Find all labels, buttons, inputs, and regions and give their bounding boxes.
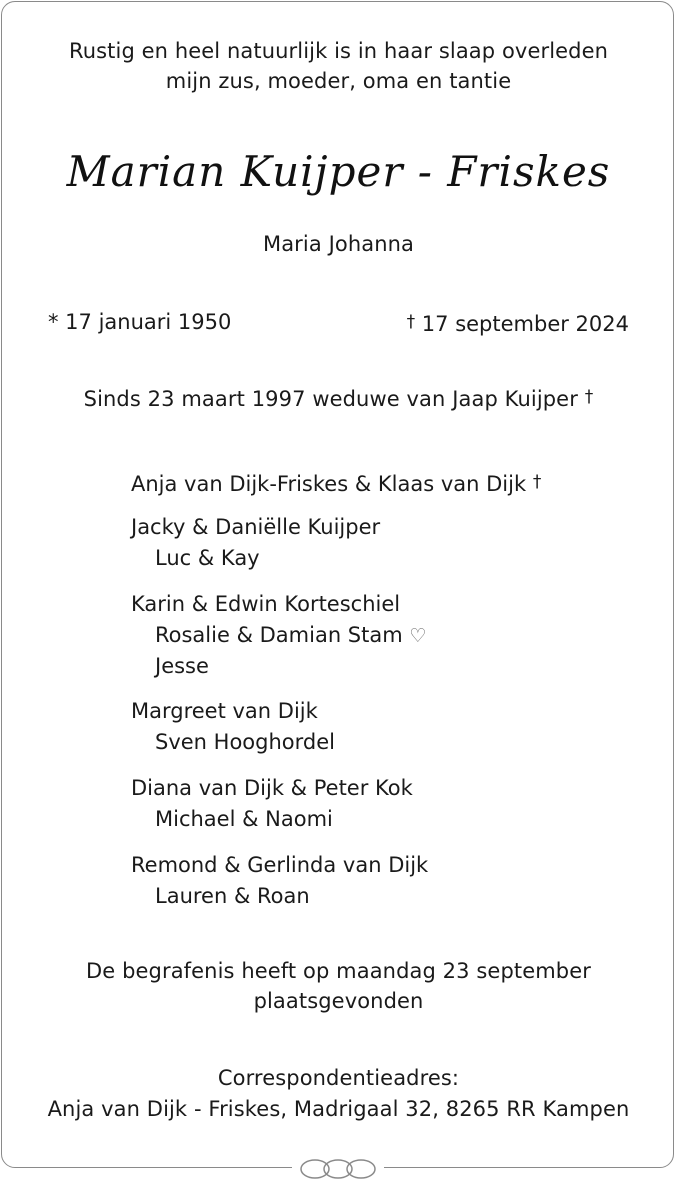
intro-line-1: Rustig en heel natuurlijk is in haar slaap overleden [68, 39, 609, 63]
dagger-icon: † [406, 312, 416, 332]
death-date-text: 17 september 2024 [421, 312, 629, 336]
given-names: Maria Johanna [262, 232, 414, 256]
correspondence-label: Correspondentieadres: [217, 1066, 460, 1090]
heart-icon: ♡ [409, 624, 427, 647]
deceased-name: Marian Kuijper - Friskes [66, 147, 611, 196]
funeral-line-1: De begrafenis heeft op maandag 23 september [86, 959, 591, 983]
widow-line [0, 382, 677, 414]
family-group-1 [131, 467, 541, 500]
family-child: Lauren & Roan [155, 883, 310, 908]
family-parents: Remond & Gerlinda van Dijk [131, 853, 429, 877]
correspondence-address: Anja van Dijk - Friskes, Madrigaal 32, 8265 RR Kampen [47, 1097, 630, 1121]
dagger-icon: † [584, 387, 594, 407]
family-group-4 [131, 696, 335, 757]
family-group-2 [131, 512, 380, 573]
family-group-3 [131, 589, 426, 682]
family-child: Jesse [155, 654, 209, 679]
family-group-5 [131, 773, 413, 834]
widow-text: Sinds 23 maart 1997 weduwe van Jaap Kuijper [83, 387, 578, 411]
family-child: Sven Hooghordel [155, 729, 335, 754]
family-parents: Margreet van Dijk [131, 699, 318, 723]
family-parents [131, 467, 541, 500]
family-child-text: Rosalie & Damian Stam [155, 622, 403, 647]
family-child: Luc & Kay [155, 545, 260, 570]
family-parents: Jacky & Daniëlle Kuijper [131, 515, 381, 539]
funeral-line-2: plaatsgevonden [253, 989, 424, 1013]
intro-line-2: mijn zus, moeder, oma en tantie [165, 69, 512, 93]
birth-date: * 17 januari 1950 [48, 310, 232, 334]
family-child [131, 620, 426, 652]
family-parents-text: Anja van Dijk-Friskes & Klaas van Dijk [131, 472, 527, 496]
family-parents: Diana van Dijk & Peter Kok [131, 776, 413, 800]
dagger-icon: † [532, 472, 542, 492]
family-child: Michael & Naomi [155, 806, 333, 831]
ornament-icon [292, 1156, 384, 1182]
family-parents: Karin & Edwin Korteschiel [131, 592, 401, 616]
family-group-6 [131, 850, 428, 911]
death-date [407, 307, 629, 339]
